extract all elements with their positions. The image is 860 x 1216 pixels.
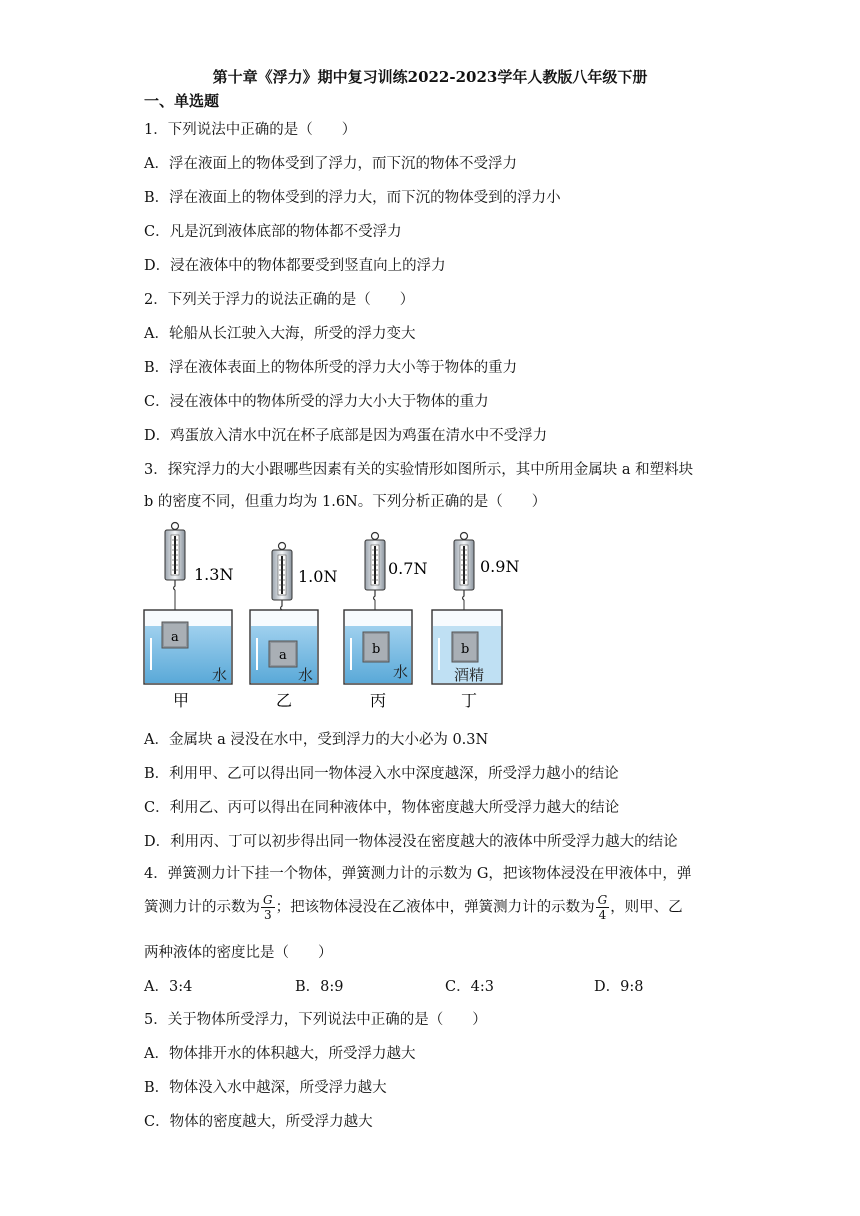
q5-option-b: B．物体没入水中越深，所受浮力越大 <box>144 1080 387 1096</box>
caption-bing: 丙 <box>370 691 387 710</box>
setup-ding <box>432 533 502 685</box>
q1-option-d: D．浸在液体中的物体都要受到竖直向上的浮力 <box>144 258 446 274</box>
block-label-bing: b <box>372 642 381 657</box>
q5-stem: 5．关于物体所受浮力，下列说法中正确的是（ ） <box>144 1012 487 1028</box>
q4-option-d: D．9:8 <box>594 979 644 995</box>
q3-option-b: B．利用甲、乙可以得出同一物体浸入水中深度越深，所受浮力越小的结论 <box>144 766 619 782</box>
reading-jia: 1.3N <box>194 565 234 584</box>
liquid-label-bing: 水 <box>393 663 409 681</box>
fraction-g-over-3 <box>261 893 275 922</box>
q5-option-a: A．物体排开水的体积越大，所受浮力越大 <box>144 1046 416 1062</box>
fraction-denominator: 4 <box>598 908 607 922</box>
caption-jia: 甲 <box>173 691 190 710</box>
section-heading: 一、单选题 <box>144 92 220 110</box>
q2-stem: 2．下列关于浮力的说法正确的是（ ） <box>144 292 415 308</box>
q4-stem-line1: 4．弹簧测力计下挂一个物体，弹簧测力计的示数为 G，把该物体浸没在甲液体中，弹 <box>144 866 692 882</box>
q4-text-part1: 簧测力计的示数为 <box>144 899 260 916</box>
fraction-numerator: G <box>597 893 608 907</box>
q4-stem-line2 <box>144 893 683 922</box>
q1-stem: 1．下列说法中正确的是（ ） <box>144 122 357 138</box>
q3-option-d: D．利用丙、丁可以初步得出同一物体浸没在密度越大的液体中所受浮力越大的结论 <box>144 834 678 850</box>
q5-option-c: C．物体的密度越大，所受浮力越大 <box>144 1114 373 1130</box>
q4-option-b: B．8:9 <box>295 979 344 995</box>
setup-jia <box>144 523 232 685</box>
caption-ding: 丁 <box>461 691 478 710</box>
block-label-ding: b <box>461 642 470 657</box>
q3-stem-line2: b 的密度不同，但重力均为 1.6N。下列分析正确的是（ ） <box>144 494 547 510</box>
liquid-label-jia: 水 <box>212 666 228 684</box>
buoyancy-experiment-figure <box>140 520 520 715</box>
reading-ding: 0.9N <box>480 557 520 576</box>
fraction-denominator: 3 <box>263 908 272 922</box>
fraction-g-over-4 <box>596 893 610 922</box>
q1-option-c: C．凡是沉到液体底部的物体都不受浮力 <box>144 224 402 240</box>
q1-option-a: A．浮在液面上的物体受到了浮力，而下沉的物体不受浮力 <box>144 156 517 172</box>
caption-yi: 乙 <box>276 691 293 710</box>
q4-text-part2: ；把该物体浸没在乙液体中，弹簧测力计的示数为 <box>275 899 595 916</box>
reading-yi: 1.0N <box>298 567 338 586</box>
reading-bing: 0.7N <box>388 559 428 578</box>
liquid-label-ding: 酒精 <box>454 666 485 684</box>
q1-option-b: B．浮在液面上的物体受到的浮力大，而下沉的物体受到的浮力小 <box>144 190 561 206</box>
block-label-jia: a <box>171 630 179 645</box>
q2-option-c: C．浸在液体中的物体所受的浮力大小大于物体的重力 <box>144 394 489 410</box>
q2-option-a: A．轮船从长江驶入大海，所受的浮力变大 <box>144 326 416 342</box>
spring-scale-icon <box>165 523 185 623</box>
q3-option-a: A．金属块 a 浸没在水中，受到浮力的大小必为 0.3N <box>144 732 489 748</box>
q3-stem-line1: 3．探究浮力的大小跟哪些因素有关的实验情形如图所示，其中所用金属块 a 和塑料块 <box>144 462 694 478</box>
block-label-yi: a <box>279 648 287 663</box>
q2-option-d: D．鸡蛋放入清水中沉在杯子底部是因为鸡蛋在清水中不受浮力 <box>144 428 548 444</box>
document-title: 第十章《浮力》期中复习训练2022-2023学年人教版八年级下册 <box>212 68 648 86</box>
q3-option-c: C．利用乙、丙可以得出在同种液体中，物体密度越大所受浮力越大的结论 <box>144 800 620 816</box>
fraction-numerator: G <box>263 893 273 907</box>
q4-option-c: C．4:3 <box>445 979 494 995</box>
setup-bing <box>344 533 412 685</box>
q2-option-b: B．浮在液体表面上的物体所受的浮力大小等于物体的重力 <box>144 360 518 376</box>
liquid-label-yi: 水 <box>298 666 314 684</box>
q4-text-part3: ，则甲、乙 <box>610 899 683 916</box>
q4-stem-line3: 两种液体的密度比是（ ） <box>144 945 333 961</box>
q4-option-a: A．3:4 <box>144 979 193 995</box>
